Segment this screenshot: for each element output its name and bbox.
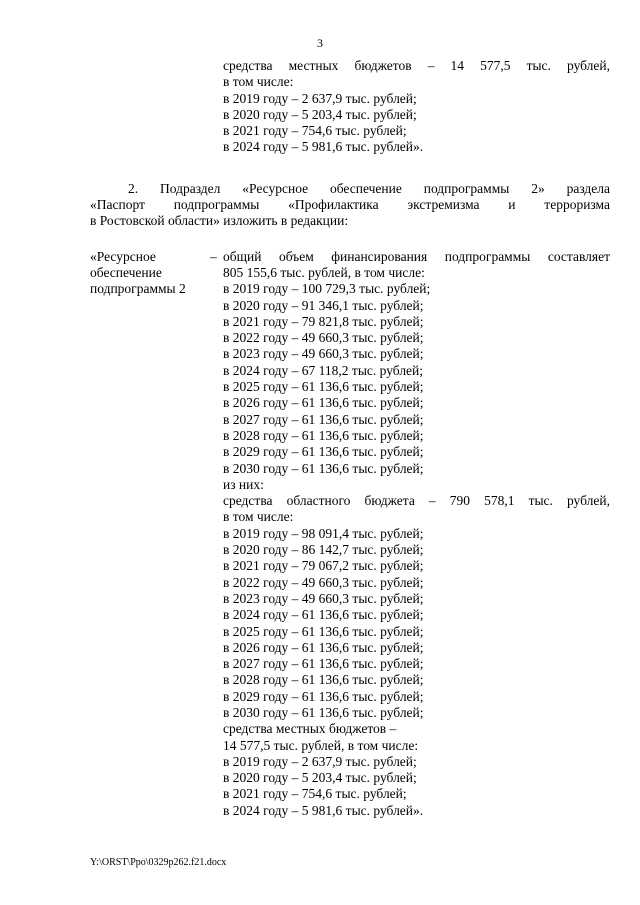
top-block-line: в 2024 году – 5 981,6 тыс. рублей».: [223, 139, 424, 155]
resource-line: 14 577,5 тыс. рублей, в том числе:: [223, 737, 419, 753]
resource-label-line: обеспечение: [90, 264, 162, 280]
resource-line: в 2019 году – 98 091,4 тыс. рублей;: [223, 525, 424, 541]
amendment-paragraph: [90, 181, 610, 230]
resource-line: в 2023 году – 49 660,3 тыс. рублей;: [223, 590, 424, 606]
resource-line: в 2029 году – 61 136,6 тыс. рублей;: [223, 444, 424, 460]
file-path-footer: Y:\ORST\Ppo\0329p262.f21.docx: [90, 857, 227, 868]
resource-line: в 2021 году – 79 067,2 тыс. рублей;: [223, 558, 424, 574]
resource-line: в 2024 году – 5 981,6 тыс. рублей».: [223, 802, 424, 818]
resource-line: в 2026 году – 61 136,6 тыс. рублей;: [223, 639, 424, 655]
resource-line: 805 155,6 тыс. рублей, в том числе:: [223, 264, 425, 280]
resource-line: в 2024 году – 67 118,2 тыс. рублей;: [223, 362, 424, 378]
top-block-line: в 2020 году – 5 203,4 тыс. рублей;: [223, 106, 417, 122]
resource-line: в 2019 году – 2 637,9 тыс. рублей;: [223, 753, 417, 769]
resource-line: в 2019 году – 100 729,3 тыс. рублей;: [223, 281, 431, 297]
resource-label: [90, 249, 208, 298]
resource-section: [90, 249, 610, 819]
resource-line: из них:: [223, 476, 264, 492]
resource-line: в 2027 году – 61 136,6 тыс. рублей;: [223, 411, 424, 427]
resource-line: в 2022 году – 49 660,3 тыс. рублей;: [223, 574, 424, 590]
paragraph-line: «Паспорт подпрограммы «Профилактика экстремизма и терроризма: [90, 197, 610, 213]
resource-line: в 2020 году – 5 203,4 тыс. рублей;: [223, 770, 417, 786]
top-block-line: в 2019 году – 2 637,9 тыс. рублей;: [223, 90, 417, 106]
resource-line: в 2021 году – 754,6 тыс. рублей;: [223, 786, 407, 802]
resource-line: в 2030 году – 61 136,6 тыс. рублей;: [223, 460, 424, 476]
resource-line: в 2027 году – 61 136,6 тыс. рублей;: [223, 656, 424, 672]
page-number: 3: [317, 36, 323, 50]
resource-line: в 2026 году – 61 136,6 тыс. рублей;: [223, 395, 424, 411]
resource-line: в 2025 году – 61 136,6 тыс. рублей;: [223, 379, 424, 395]
top-block-line: в том числе:: [223, 74, 294, 90]
resource-label-line: подпрограммы 2: [90, 281, 186, 297]
resource-line: в 2030 году – 61 136,6 тыс. рублей;: [223, 704, 424, 720]
resource-line: в 2020 году – 86 142,7 тыс. рублей;: [223, 542, 424, 558]
resource-line: в 2024 году – 61 136,6 тыс. рублей;: [223, 607, 424, 623]
resource-line: в 2028 году – 61 136,6 тыс. рублей;: [223, 672, 424, 688]
resource-line: в 2023 году – 49 660,3 тыс. рублей;: [223, 346, 424, 362]
resource-line: общий объем финансирования подпрограммы составляет: [223, 248, 610, 264]
top-block: [223, 58, 610, 156]
top-block-line: средства местных бюджетов – 14 577,5 тыс. рублей,: [223, 58, 610, 73]
resource-line: средства областного бюджета – 790 578,1 тыс. рублей,: [223, 493, 610, 509]
resource-line: в 2025 году – 61 136,6 тыс. рублей;: [223, 623, 424, 639]
resource-line: в 2021 году – 79 821,8 тыс. рублей;: [223, 313, 424, 329]
paragraph-line: в Ростовской области» изложить в редакции:: [90, 213, 349, 229]
resource-label-line: «Ресурсное: [90, 248, 156, 264]
resource-body: [223, 249, 610, 819]
top-block-line: в 2021 году – 754,6 тыс. рублей;: [223, 123, 407, 139]
resource-dash: –: [210, 248, 217, 264]
resource-line: средства местных бюджетов –: [223, 721, 397, 737]
resource-line: в 2028 году – 61 136,6 тыс. рублей;: [223, 427, 424, 443]
paragraph-line: 2. Подраздел «Ресурсное обеспечение подпрограммы 2» раздела: [128, 180, 610, 196]
resource-line: в том числе:: [223, 509, 294, 525]
document-body: [90, 58, 610, 819]
resource-line: в 2020 году – 91 346,1 тыс. рублей;: [223, 297, 424, 313]
resource-line: в 2022 году – 49 660,3 тыс. рублей;: [223, 330, 424, 346]
resource-line: в 2029 году – 61 136,6 тыс. рублей;: [223, 688, 424, 704]
